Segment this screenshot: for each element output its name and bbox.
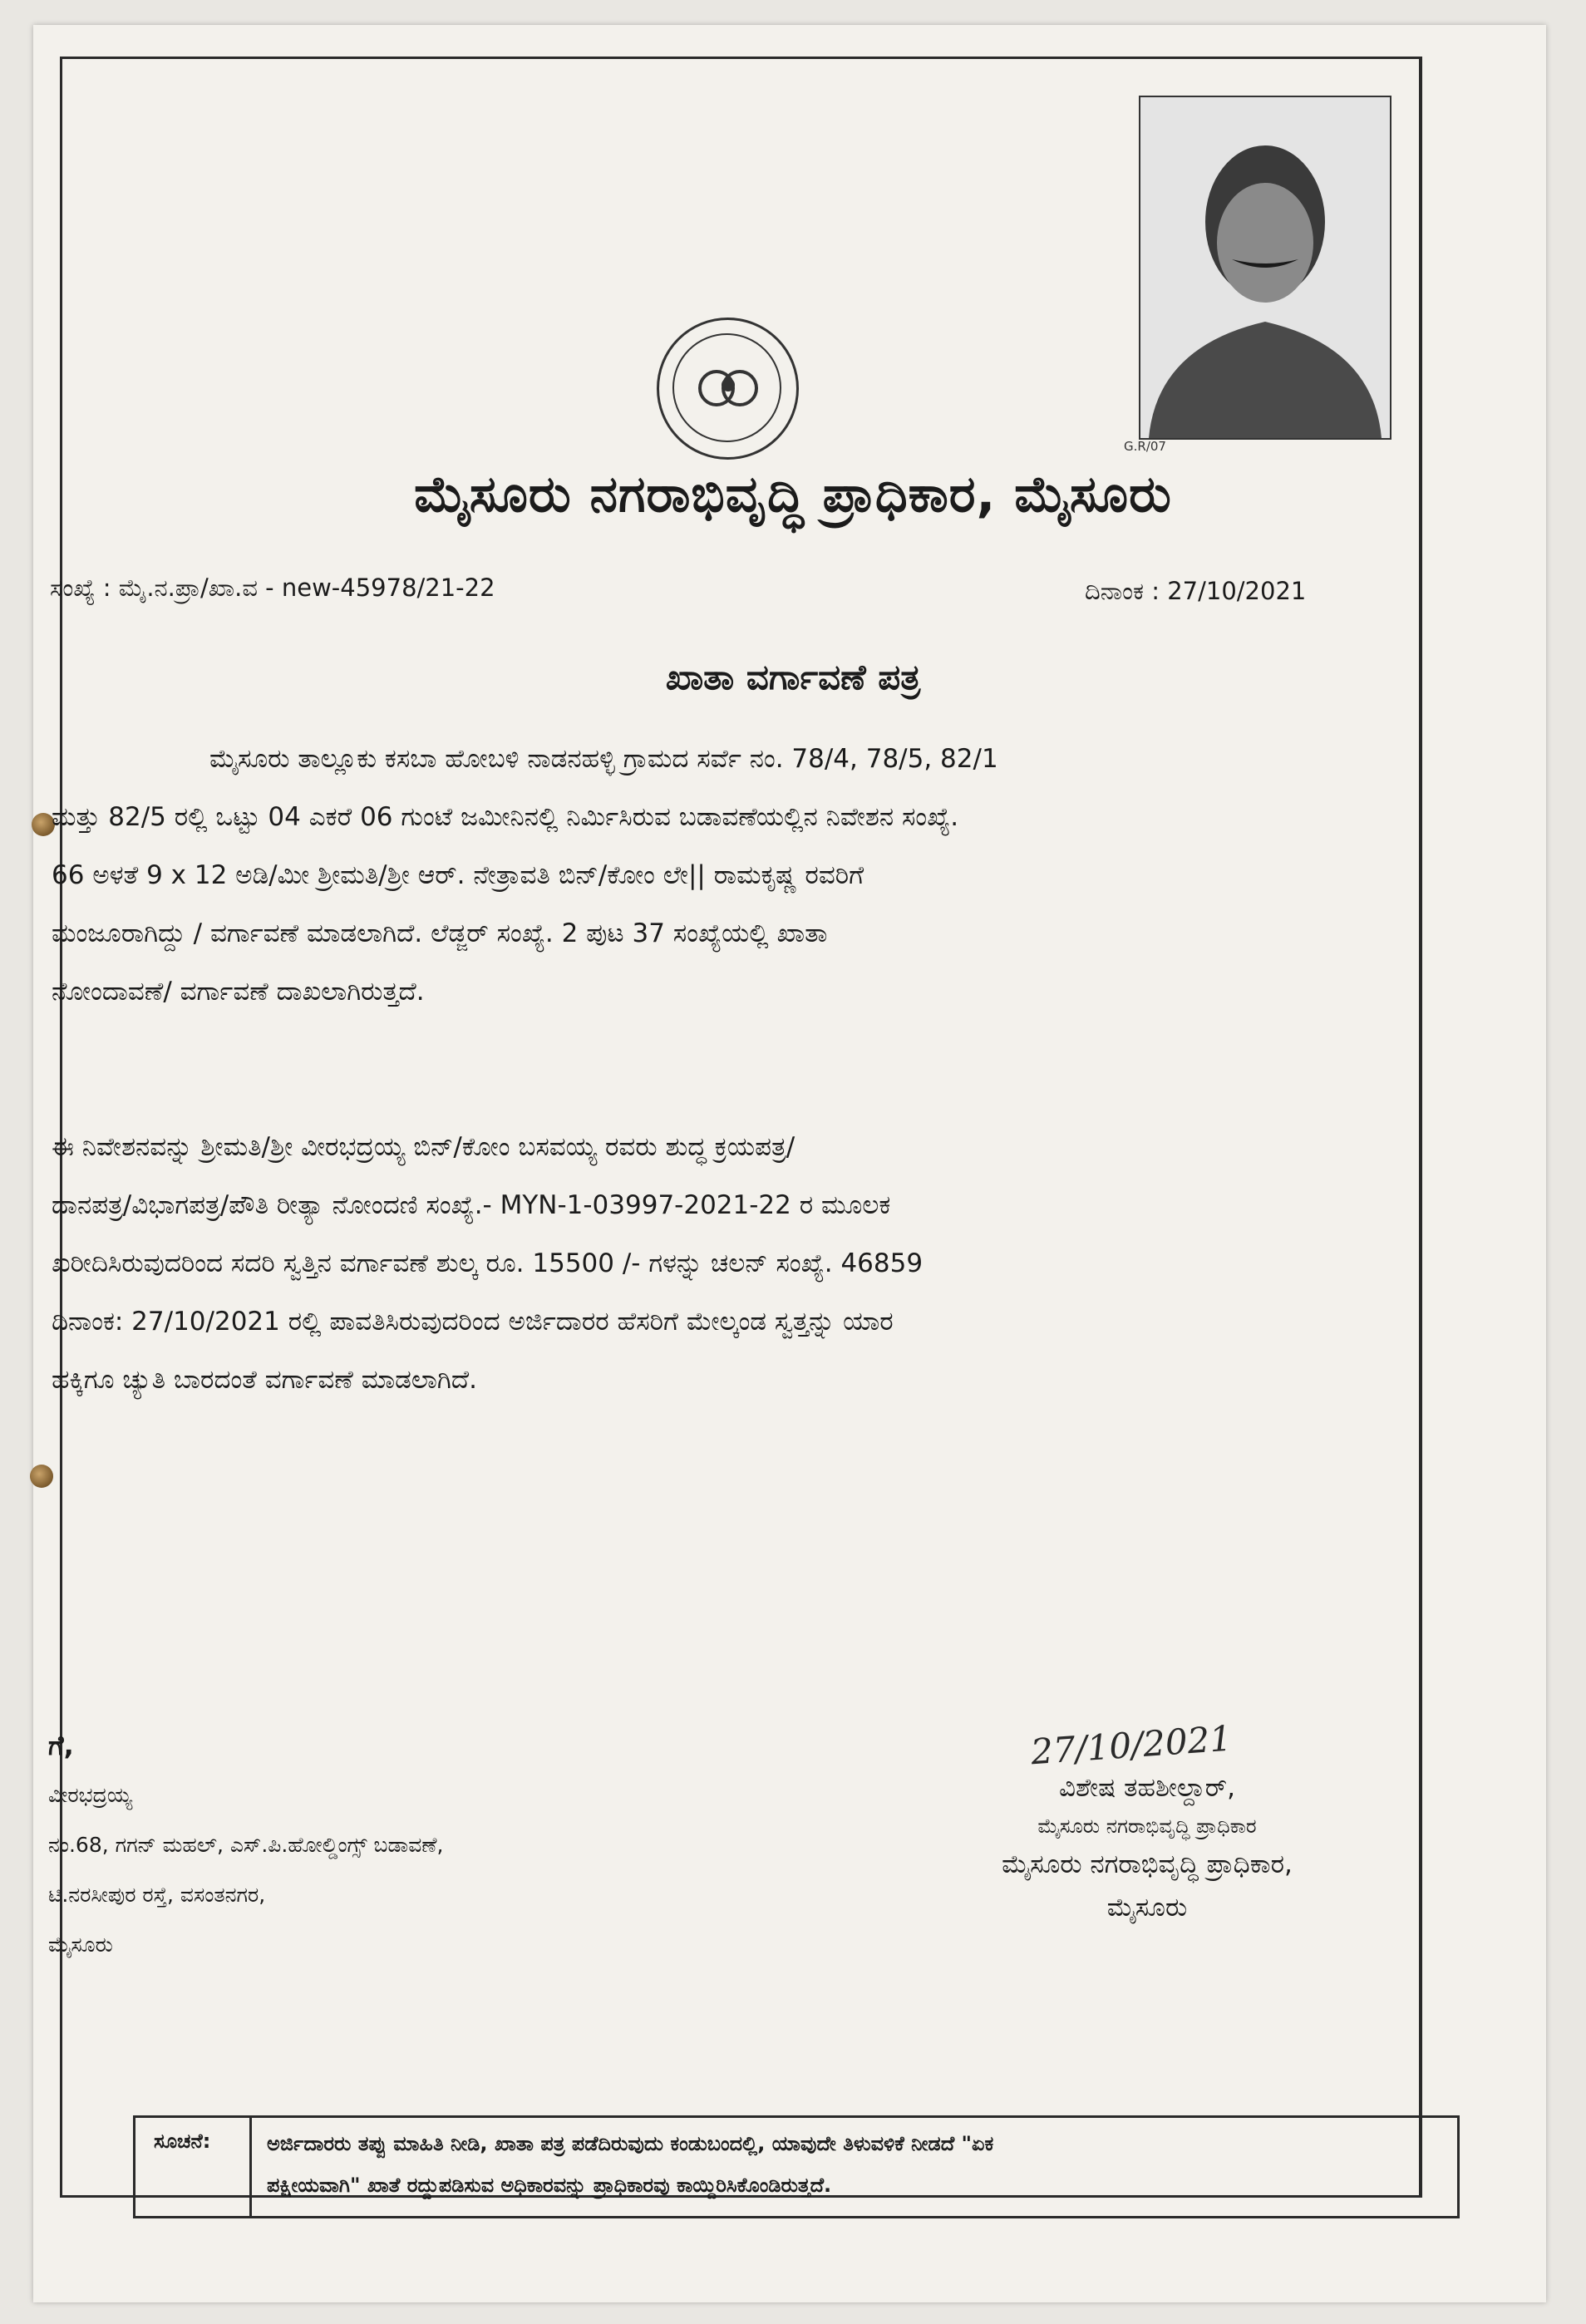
notice-line: ಪಕ್ಷೀಯವಾಗಿ" ಖಾತೆ ರದ್ದುಪಡಿಸುವ ಅಧಿಕಾರವನ್ನು ಪ್ರಾಧಿಕಾರವು ಕಾಯ್ದಿರಿಸಿಕೊಂಡಿರುತ್ತದೆ. [267,2174,832,2197]
authority-seal [657,318,799,460]
para2-line: ಖರೀದಿಸಿರುವುದರಿಂದ ಸದರಿ ಸ್ವತ್ತಿನ ವರ್ಗಾವಣೆ ಶುಲ್ಕ ರೂ. 15500 /- ಗಳನ್ನು ಚಲನ್ ಸಂಖ್ಯೆ. 46859 [52,1248,924,1278]
transfer-paragraph-2 [52,1118,1298,1409]
photo-caption: G.R/07 [1124,439,1166,454]
address-line: ಟಿ.ನರಸೀಪುರ ರಸ್ತೆ, ವಸಂತನಗರ, [48,1883,266,1907]
para2-line: ಈ ನಿವೇಶನವನ್ನು ಶ್ರೀಮತಿ/ಶ್ರೀ ವೀರಭದ್ರಯ್ಯ ಬಿನ್/ಕೋಂ ಬಸವಯ್ಯ ರವರು ಶುದ್ಧ ಕ್ರಯಪತ್ರ/ [52,1132,795,1162]
pin-hole-bottom [30,1465,53,1488]
para1-line: ಮತ್ತು 82/5 ರಲ್ಲಿ ಒಟ್ಟು 04 ಎಕರೆ 06 ಗುಂಟೆ ಜಮೀನಿನಲ್ಲಿ ನಿರ್ಮಿಸಿರುವ ಬಡಾವಣೆಯಲ್ಲಿನ ನಿವೇಶನ ಸಂಖ್ಯೆ. [52,802,959,832]
seal-emblem-icon [696,360,761,416]
transfer-paragraph-1 [52,730,1298,1021]
document-title: ಖಾತಾ ವರ್ಗಾವಣೆ ಪತ್ರ [665,657,921,697]
signatory-city: ಮೈಸೂರು [1106,1893,1188,1923]
recipient-address [48,1721,443,1970]
para2-line: ದಿನಾಂಕ: 27/10/2021 ರಲ್ಲಿ ಪಾವತಿಸಿರುವುದರಿಂದ ಅರ್ಜಿದಾರರ ಹೆಸರಿಗೆ ಮೇಲ್ಕಂಡ ಸ್ವತ್ತನ್ನು ಯಾರ [52,1307,894,1337]
person-silhouette-icon [1140,97,1390,438]
signature-block [889,1766,1405,1929]
notice-line: ಅರ್ಜಿದಾರರು ತಪ್ಪು ಮಾಹಿತಿ ನೀಡಿ, ಖಾತಾ ಪತ್ರ ಪಡೆದಿರುವುದು ಕಂಡುಬಂದಲ್ಲಿ, ಯಾವುದೇ ತಿಳುವಳಿಕೆ ನೀಡದೆ "ಏಕ [267,2132,994,2155]
address-salutation: ಗೆ, [48,1730,74,1761]
para1-line: ಮೈಸೂರು ತಾಲ್ಲೂಕು ಕಸಬಾ ಹೋಬಳಿ ನಾಡನಹಳ್ಳಿ ಗ್ರಾಮದ ಸರ್ವೆ ನಂ. 78/4, 78/5, 82/1 [209,744,998,774]
signatory-organization: ಮೈಸೂರು ನಗರಾಭಿವೃದ್ಧಿ ಪ್ರಾಧಿಕಾರ, [1002,1849,1293,1879]
para1-line: ಮಂಜೂರಾಗಿದ್ದು / ವರ್ಗಾವಣೆ ಮಾಡಲಾಗಿದೆ. ಲೆಡ್ಜರ್ ಸಂಖ್ಯೆ. 2 ಪುಟ 37 ಸಂಖ್ಯೆಯಲ್ಲಿ ಖಾತಾ [52,918,828,948]
para1-line: 66 ಅಳತೆ 9 x 12 ಅಡಿ/ಮೀ ಶ್ರೀಮತಿ/ಶ್ರೀ ಆರ್. ನೇತ್ರಾವತಿ ಬಿನ್/ಕೋಂ ಲೇ|| ರಾಮಕೃಷ್ಣ ರವರಿಗೆ [52,860,864,890]
address-line: ನಂ.68, ಗಗನ್ ಮಹಲ್, ಎಸ್.ಪಿ.ಹೋಲ್ಡಿಂಗ್ಸ್ ಬಡಾವಣೆ, [48,1833,444,1857]
reference-number: ಸಂಖ್ಯೆ : ಮೈ.ನ.ಪ್ರಾ/ಖಾ.ವ - new-45978/21-22 [50,574,495,602]
stamp-text: ಮೈಸೂರು ನಗರಾಭಿವೃದ್ಧಿ ಪ್ರಾಧಿಕಾರ [1037,1814,1257,1838]
notice-text [252,2118,1457,2216]
applicant-photo [1139,96,1391,440]
issue-date: ದಿನಾಂಕ : 27/10/2021 [1085,577,1307,605]
para1-line: ನೋಂದಾವಣೆ/ ವರ್ಗಾವಣೆ ದಾಖಲಾಗಿರುತ್ತದೆ. [52,977,425,1007]
recipient-name: ವೀರಭದ್ರಯ್ಯ [48,1783,133,1807]
address-city: ಮೈಸೂರು [48,1933,113,1957]
notice-label: ಸೂಚನೆ: [135,2118,252,2216]
para2-line: ಹಕ್ಕಿಗೂ ಚ್ಯುತಿ ಬಾರದಂತೆ ವರ್ಗಾವಣೆ ಮಾಡಲಾಗಿದೆ. [52,1365,478,1395]
signatory-designation: ವಿಶೇಷ ತಹಶೀಲ್ದಾರ್, [1058,1773,1236,1803]
para2-line: ದಾನಪತ್ರ/ವಿಭಾಗಪತ್ರ/ಪೌತಿ ರೀತ್ಯಾ ನೋಂದಣಿ ಸಂಖ್ಯೆ.- MYN-1-03997-2021-22 ರ ಮೂಲಕ [52,1190,891,1220]
organization-title: ಮೈಸೂರು ನಗರಾಭಿವೃದ್ಧಿ ಪ್ರಾಧಿಕಾರ, ಮೈಸೂರು [414,465,1172,524]
notice-box [133,2115,1460,2218]
handwritten-signature-date: 27/10/2021 [1029,1717,1234,1773]
